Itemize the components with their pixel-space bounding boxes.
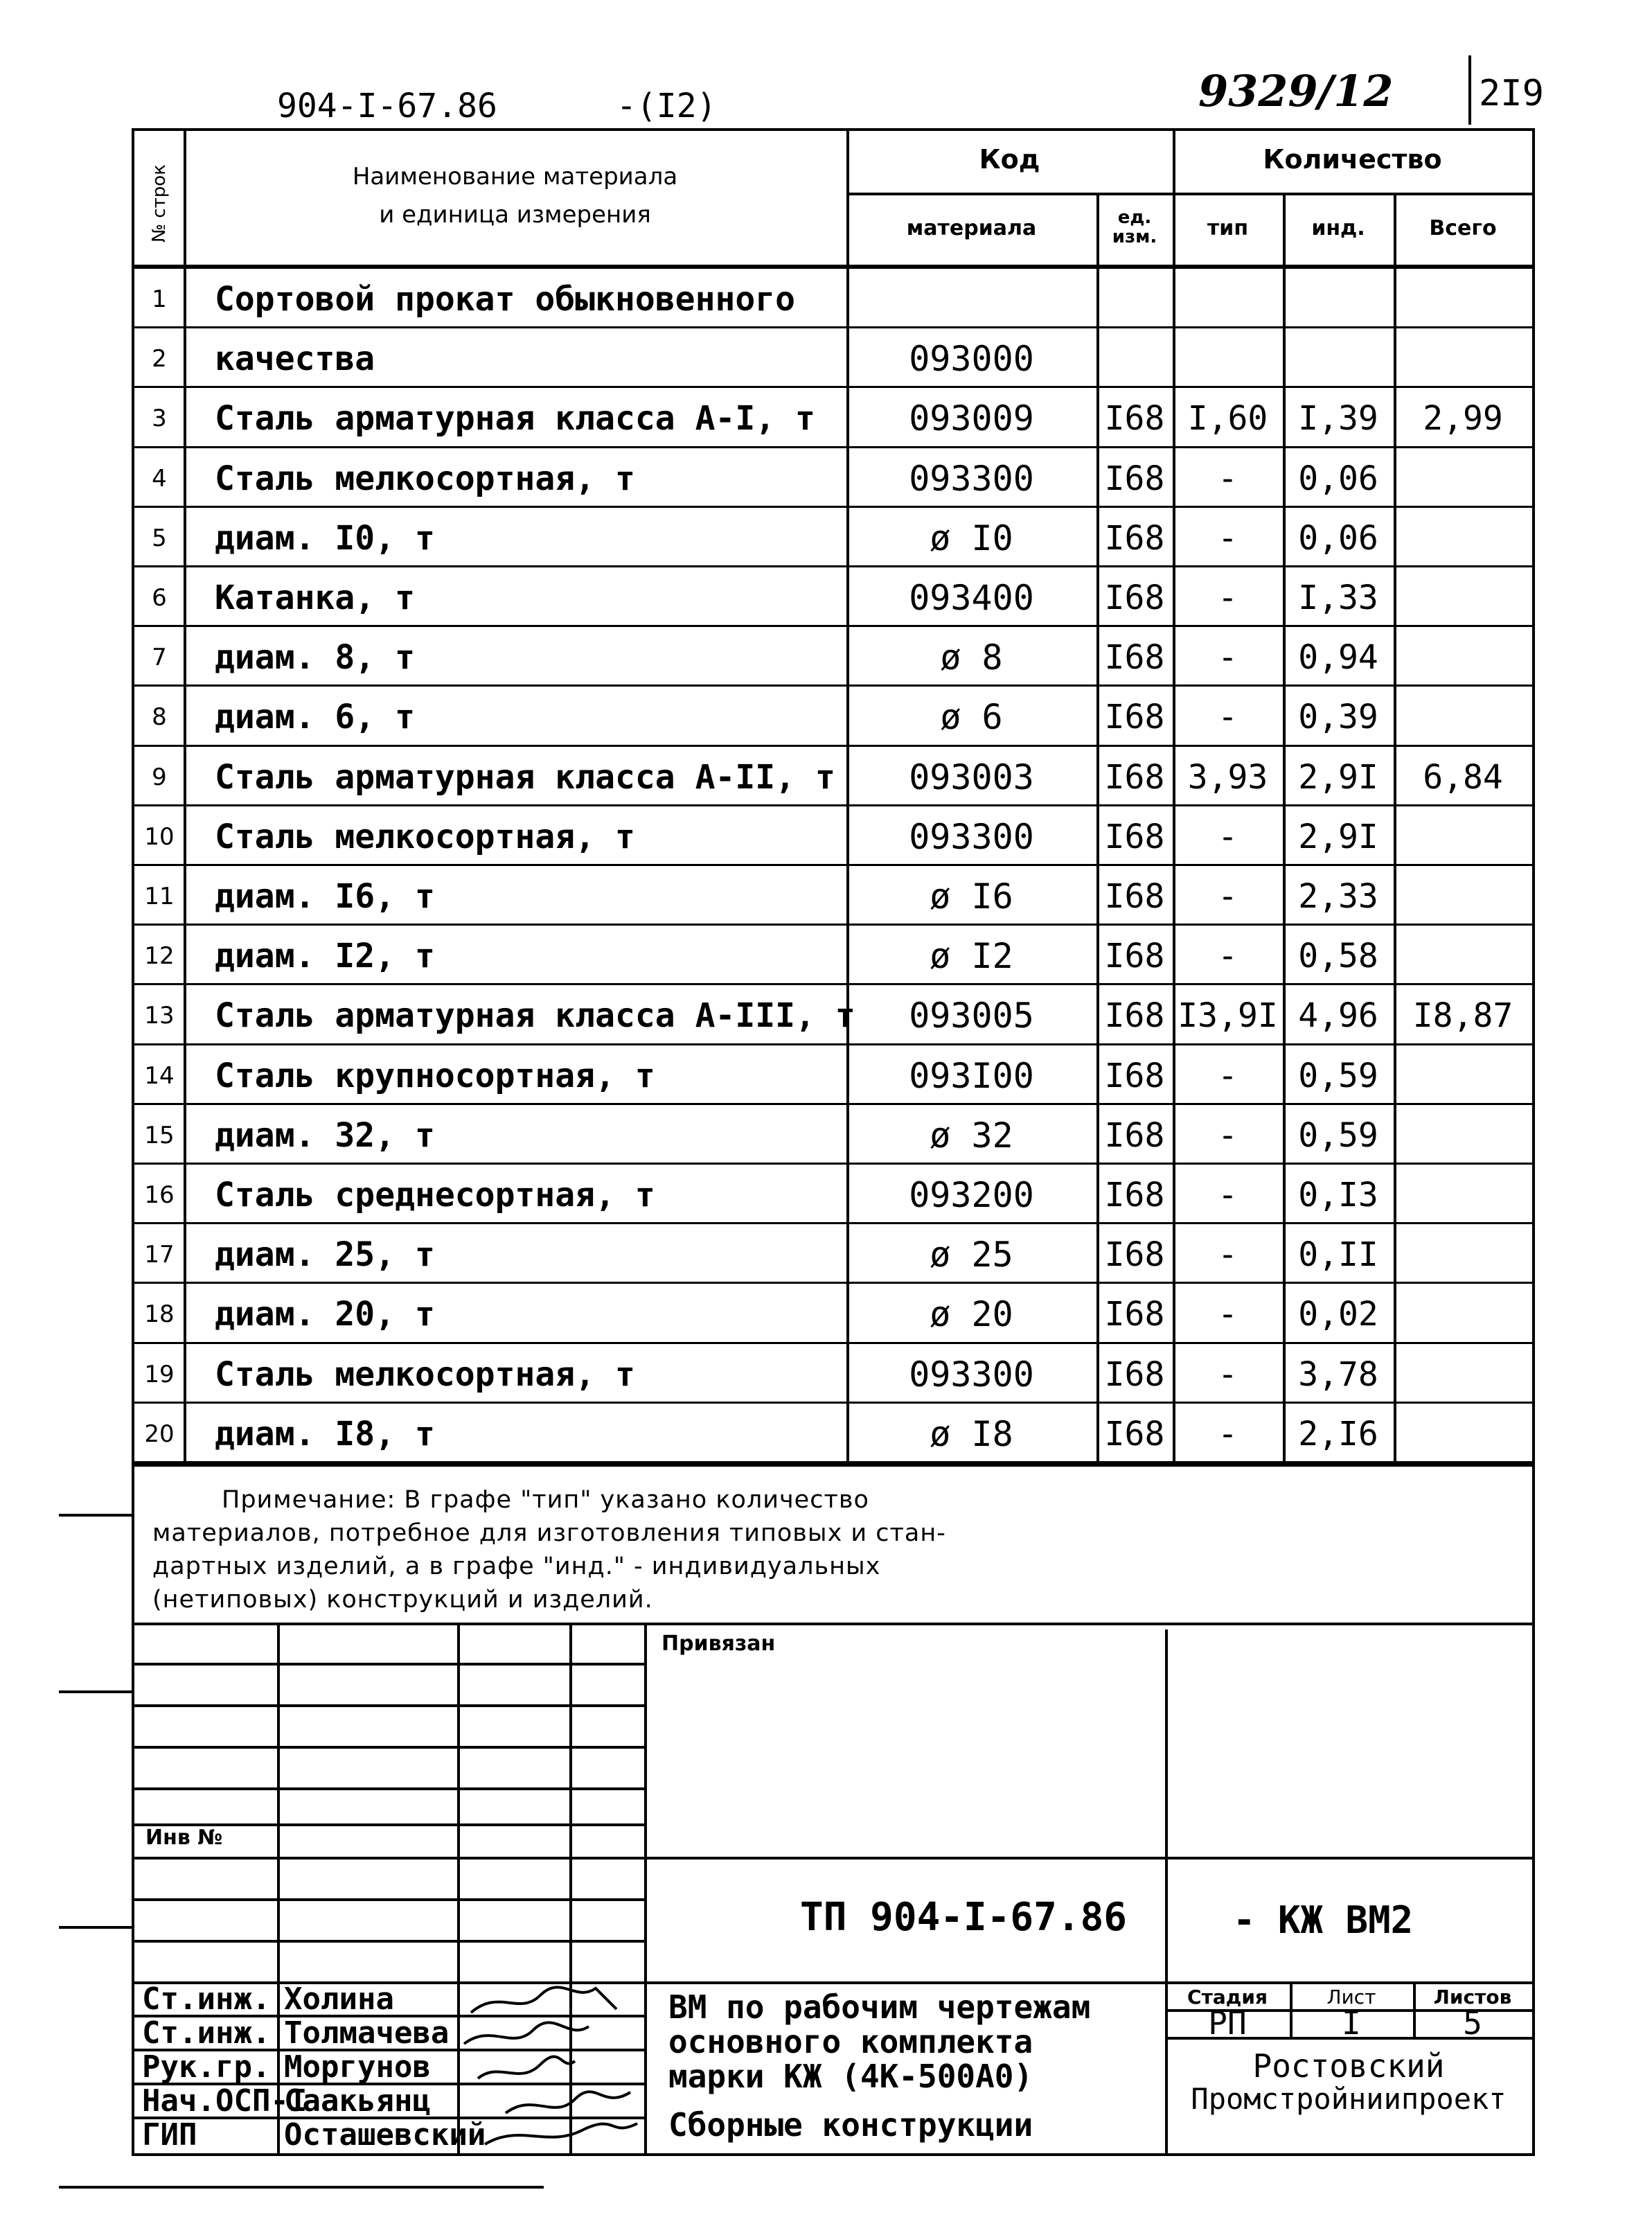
row-divider xyxy=(132,864,1534,866)
cell-tip: - xyxy=(1218,459,1238,498)
cell-unit: I68 xyxy=(1104,757,1165,797)
cell-ind: I,39 xyxy=(1298,399,1378,439)
row-no-header: № строк xyxy=(149,164,170,242)
row-divider xyxy=(132,983,1534,985)
cell-tip: - xyxy=(1218,1176,1238,1214)
row-divider xyxy=(132,506,1534,508)
cell-ind: 2,9I xyxy=(1298,817,1378,856)
cell-ind: 0,06 xyxy=(1298,518,1378,558)
staff-role: Ст.инж. xyxy=(142,2015,271,2051)
note-line1: Примечание: В графе "тип" указано количество xyxy=(222,1486,869,1514)
material-name: Катанка, т xyxy=(215,578,415,617)
note-line4: (нетиповых) конструкций и изделий. xyxy=(152,1586,653,1614)
stage-value: РП xyxy=(1208,2004,1247,2042)
cell-code: ø 25 xyxy=(930,1235,1013,1275)
cell-ind: I,33 xyxy=(1298,578,1378,617)
row-number: 12 xyxy=(144,942,175,971)
description-line4: Сборные конструкции xyxy=(668,2106,1033,2144)
material-name: диам. 32, т xyxy=(215,1115,435,1155)
material-name: диам. 6, т xyxy=(215,698,415,737)
cell-unit: I68 xyxy=(1104,518,1165,558)
cell-ind: 0,06 xyxy=(1298,459,1378,498)
frame-right xyxy=(1532,128,1535,2155)
frame-left xyxy=(132,128,134,2155)
cell-ind: 0,39 xyxy=(1298,698,1378,737)
cell-tip: - xyxy=(1218,1354,1238,1394)
cell-ind: 0,II xyxy=(1298,1235,1378,1275)
row-divider xyxy=(132,386,1534,388)
row-number: 15 xyxy=(144,1121,175,1149)
cell-ind: 2,9I xyxy=(1298,757,1378,797)
row-number: 13 xyxy=(144,1002,175,1030)
row-divider xyxy=(132,565,1534,567)
staff-name: Моргунов xyxy=(284,2049,431,2085)
sheets-label: Листов xyxy=(1433,1986,1512,2008)
material-name: диам. 20, т xyxy=(215,1295,435,1334)
cell-total: 2,99 xyxy=(1423,399,1503,439)
row-number: 4 xyxy=(152,464,167,493)
row-divider xyxy=(132,446,1534,448)
code-unit-header: ед. изм. xyxy=(1112,207,1157,247)
cell-unit: I68 xyxy=(1104,1115,1165,1155)
cell-tip: - xyxy=(1218,1295,1238,1334)
row-number: 6 xyxy=(152,584,167,612)
name-header-line2: и единица измерения xyxy=(379,201,651,229)
cell-ind: 3,78 xyxy=(1298,1354,1378,1394)
material-name: диам. I0, т xyxy=(215,518,435,558)
description-line3: марки КЖ (4К-500А0) xyxy=(668,2058,1033,2095)
staff-role: ГИП xyxy=(142,2117,197,2153)
cell-code: ø I0 xyxy=(930,518,1013,558)
cell-code: 093300 xyxy=(909,816,1034,857)
row-divider xyxy=(132,745,1534,747)
row-divider xyxy=(132,1282,1534,1284)
cell-tip: - xyxy=(1218,1235,1238,1275)
cell-unit: I68 xyxy=(1104,1354,1165,1394)
row-divider xyxy=(132,1342,1534,1344)
ind-header: инд. xyxy=(1311,216,1365,240)
row-number: 19 xyxy=(144,1360,175,1388)
cell-unit: I68 xyxy=(1104,399,1165,439)
stage-label: Стадия xyxy=(1187,1986,1268,2008)
note-line3: дартных изделий, а в графе "инд." - индивидуальных xyxy=(152,1553,881,1580)
row-number: 16 xyxy=(144,1181,175,1209)
cell-unit: I68 xyxy=(1104,698,1165,737)
cell-code: 093003 xyxy=(909,757,1034,797)
row-number: 5 xyxy=(152,524,167,552)
cell-tip: I3,9I xyxy=(1178,996,1278,1036)
sheets-value: 5 xyxy=(1463,2004,1482,2042)
material-name: Сталь мелкосортная, т xyxy=(215,1354,635,1394)
material-name: диам. I6, т xyxy=(215,877,435,916)
staff-name: Толмачева xyxy=(284,2015,450,2051)
cell-unit: I68 xyxy=(1104,1176,1165,1214)
cell-unit: I68 xyxy=(1104,996,1165,1036)
material-name: диам. 25, т xyxy=(215,1235,435,1275)
cell-code: 093000 xyxy=(909,339,1034,380)
cell-unit: I68 xyxy=(1104,1235,1165,1275)
cell-code: 093400 xyxy=(909,578,1034,618)
project-mark: - КЖ ВМ2 xyxy=(1233,1898,1414,1942)
row-number: 11 xyxy=(144,883,175,910)
staff-role: Рук.гр. xyxy=(142,2049,271,2085)
row-divider xyxy=(132,1103,1534,1105)
cell-code: 093009 xyxy=(909,398,1034,439)
handwritten-number: 9329/12 xyxy=(1198,66,1394,116)
cell-tip: - xyxy=(1218,638,1238,678)
material-name: диам. 8, т xyxy=(215,638,415,678)
cell-ind: 0,59 xyxy=(1298,1056,1378,1095)
cell-unit: I68 xyxy=(1104,1414,1165,1454)
type-header: тип xyxy=(1207,216,1249,240)
material-name: Сталь арматурная класса А-III, т xyxy=(215,996,855,1036)
quantity-header: Количество xyxy=(1263,144,1442,175)
name-header-line1: Наименование материала xyxy=(352,163,678,191)
row-number: 8 xyxy=(152,703,167,732)
cell-tip: I,60 xyxy=(1187,399,1268,439)
row-number: 14 xyxy=(144,1061,175,1090)
cell-code: ø I8 xyxy=(930,1413,1013,1454)
row-number: 17 xyxy=(144,1241,175,1269)
cell-tip: - xyxy=(1218,1056,1238,1095)
cell-code: ø 6 xyxy=(940,697,1003,738)
code-header: Код xyxy=(979,144,1040,175)
row-divider xyxy=(132,1163,1534,1165)
row-divider xyxy=(132,1043,1534,1045)
row-number: 7 xyxy=(152,644,167,672)
header-bottom-line xyxy=(132,265,1534,269)
staff-name: Саакьянц xyxy=(284,2083,431,2119)
cell-code: 093I00 xyxy=(909,1055,1034,1096)
row-divider xyxy=(132,625,1534,627)
row-divider xyxy=(132,924,1534,926)
description-line2: основного комплекта xyxy=(668,2023,1033,2060)
cell-tip: - xyxy=(1218,518,1238,558)
cell-ind: 2,33 xyxy=(1298,877,1378,916)
staff-name: Холина xyxy=(284,1981,394,2017)
org-line1: Ростовский xyxy=(1252,2047,1445,2085)
code-material-header: материала xyxy=(906,216,1037,240)
material-name: Сталь мелкосортная, т xyxy=(215,817,635,856)
cell-code: 093300 xyxy=(909,458,1034,499)
cell-ind: 4,96 xyxy=(1298,996,1378,1036)
cell-unit: I68 xyxy=(1104,459,1165,498)
cell-unit: I68 xyxy=(1104,817,1165,856)
row-divider xyxy=(132,804,1534,806)
cell-tip: - xyxy=(1218,817,1238,856)
cell-code: 093200 xyxy=(909,1175,1034,1215)
material-name: Сталь арматурная класса А-I, т xyxy=(215,399,815,439)
cell-ind: 2,I6 xyxy=(1298,1414,1378,1454)
cell-ind: 0,94 xyxy=(1298,638,1378,678)
page-number: 2I9 xyxy=(1479,73,1544,114)
cell-tip: - xyxy=(1218,937,1238,976)
row-number: 2 xyxy=(152,345,167,373)
row-divider xyxy=(132,1402,1534,1404)
cell-unit: I68 xyxy=(1104,638,1165,678)
cell-code: 093005 xyxy=(909,996,1034,1036)
material-name: Сталь среднесортная, т xyxy=(215,1176,655,1214)
row-number: 20 xyxy=(144,1420,175,1448)
cell-code: ø 32 xyxy=(930,1115,1013,1156)
material-name: Сталь крупносортная, т xyxy=(215,1056,655,1095)
material-name: качества xyxy=(215,339,375,379)
doc-part: -(I2) xyxy=(616,87,717,125)
material-name: диам. I2, т xyxy=(215,937,435,976)
privyazan-label: Привязан xyxy=(661,1632,776,1656)
cell-ind: 0,02 xyxy=(1298,1295,1378,1334)
cell-tip: - xyxy=(1218,698,1238,737)
cell-code: ø 20 xyxy=(930,1294,1013,1335)
material-name: Сортовой прокат обыкновенного xyxy=(215,280,796,319)
frame-top xyxy=(132,128,1534,131)
material-name: Сталь арматурная класса А-II, т xyxy=(215,757,835,797)
note-line2: материалов, потребное для изготовления типовых и стан- xyxy=(152,1519,946,1547)
doc-code: 904-I-67.86 xyxy=(277,87,497,125)
material-name: Сталь мелкосортная, т xyxy=(215,459,635,498)
row-divider xyxy=(132,326,1534,328)
cell-total: 6,84 xyxy=(1423,757,1503,797)
staff-name: Осташевский xyxy=(284,2117,486,2153)
row-number: 1 xyxy=(152,285,167,313)
description-line1: ВМ по рабочим чертежам xyxy=(668,1988,1091,2026)
cell-ind: 0,59 xyxy=(1298,1115,1378,1155)
cell-code: ø 8 xyxy=(940,637,1003,678)
cell-ind: 0,I3 xyxy=(1298,1176,1378,1214)
cell-total: I8,87 xyxy=(1412,996,1513,1036)
cell-ind: 0,58 xyxy=(1298,937,1378,976)
cell-unit: I68 xyxy=(1104,1056,1165,1095)
total-header: Всего xyxy=(1429,216,1497,240)
cell-unit: I68 xyxy=(1104,937,1165,976)
cell-tip: 3,93 xyxy=(1187,757,1268,797)
cell-tip: - xyxy=(1218,578,1238,617)
cell-tip: - xyxy=(1218,1115,1238,1155)
cell-code: 093300 xyxy=(909,1354,1034,1395)
row-number: 9 xyxy=(152,763,167,791)
cell-code: ø I2 xyxy=(930,936,1013,977)
signatures xyxy=(457,1975,644,2151)
project-code: ТП 904-I-67.86 xyxy=(800,1895,1128,1940)
org-line2: Промстройниипроект xyxy=(1191,2082,1507,2116)
cell-tip: - xyxy=(1218,877,1238,916)
cell-tip: - xyxy=(1218,1414,1238,1454)
row-number: 10 xyxy=(144,822,175,851)
cell-unit: I68 xyxy=(1104,578,1165,617)
row-number: 18 xyxy=(144,1300,175,1329)
row-divider xyxy=(132,684,1534,687)
cell-unit: I68 xyxy=(1104,877,1165,916)
row-divider xyxy=(132,1222,1534,1224)
sheet-value: I xyxy=(1342,2004,1361,2042)
staff-role: Нач.ОСП-I xyxy=(142,2083,308,2119)
cell-unit: I68 xyxy=(1104,1295,1165,1334)
staff-role: Ст.инж. xyxy=(142,1981,271,2017)
sheet-label: Лист xyxy=(1326,1986,1376,2008)
cell-code: ø I6 xyxy=(930,876,1013,917)
row-number: 3 xyxy=(152,405,167,433)
material-name: диам. I8, т xyxy=(215,1414,435,1454)
inv-no-label: Инв № xyxy=(145,1826,223,1850)
